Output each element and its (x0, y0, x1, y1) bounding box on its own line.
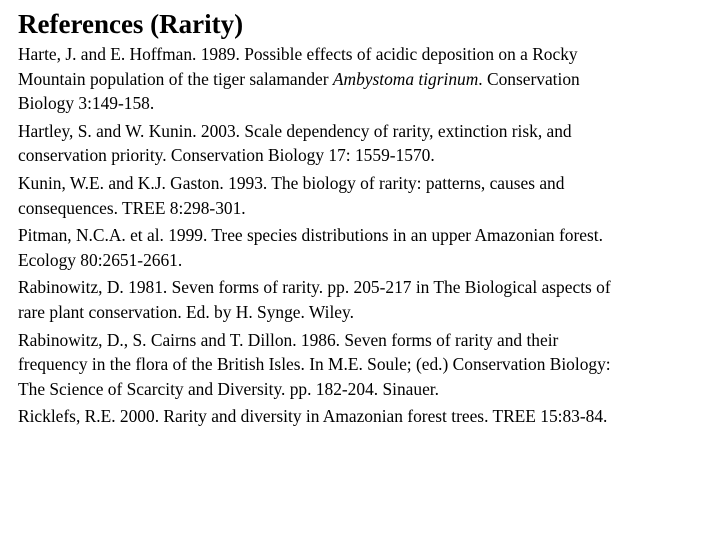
reference-item-kunin-1993 (18, 171, 708, 220)
reference-item-harte-1989 (18, 42, 708, 116)
reference-item-pitman-1999 (18, 223, 708, 272)
reference-item-rabinowitz-1981 (18, 275, 708, 324)
reference-line: Hartley, S. and W. Kunin. 2003. Scale dependency of rarity, extinction risk, and (18, 120, 572, 141)
species-name: Ambystoma tigrinum (332, 68, 479, 89)
reference-line: Kunin, W.E. and K.J. Gaston. 1993. The biology of rarity: patterns, causes and (18, 172, 565, 193)
reference-line: rare plant conservation. Ed. by H. Synge. Wiley. (18, 301, 354, 322)
reference-line: Rabinowitz, D., S. Cairns and T. Dillon. 1986. Seven forms of rarity and their (18, 329, 559, 350)
reference-line (18, 67, 708, 92)
reference-line: consequences. TREE 8:298-301. (18, 197, 246, 218)
reference-line: Pitman, N.C.A. et al. 1999. Tree species distributions in an upper Amazonian forest. (18, 225, 603, 246)
reference-item-hartley-2003 (18, 119, 708, 168)
reference-text: . Conservation (478, 68, 580, 89)
reference-line: Harte, J. and E. Hoffman. 1989. Possible effects of acidic deposition on a Rocky (18, 44, 578, 64)
reference-line: The Science of Scarcity and Diversity. pp. 182-204. Sinauer. (18, 378, 439, 399)
reference-line: Rabinowitz, D. 1981. Seven forms of rarity. pp. 205-217 in The Biological aspects of (18, 277, 611, 298)
reference-item-ricklefs-2000 (18, 404, 708, 429)
reference-line: conservation priority. Conservation Biology 17: 1559-1570. (18, 145, 435, 166)
reference-line: frequency in the flora of the British Isles. In M.E. Soule; (ed.) Conservation Biology: (18, 354, 611, 375)
reference-item-rabinowitz-1986 (18, 328, 708, 402)
reference-line: Ecology 80:2651-2661. (18, 249, 183, 270)
reference-line: Ricklefs, R.E. 2000. Rarity and diversity in Amazonian forest trees. TREE 15:83-84. (18, 406, 608, 427)
reference-line: Biology 3:149-158. (18, 93, 155, 114)
page-title: References (Rarity) (18, 9, 244, 39)
reference-list (18, 42, 708, 432)
reference-text: Mountain population of the tiger salamander (18, 68, 333, 89)
